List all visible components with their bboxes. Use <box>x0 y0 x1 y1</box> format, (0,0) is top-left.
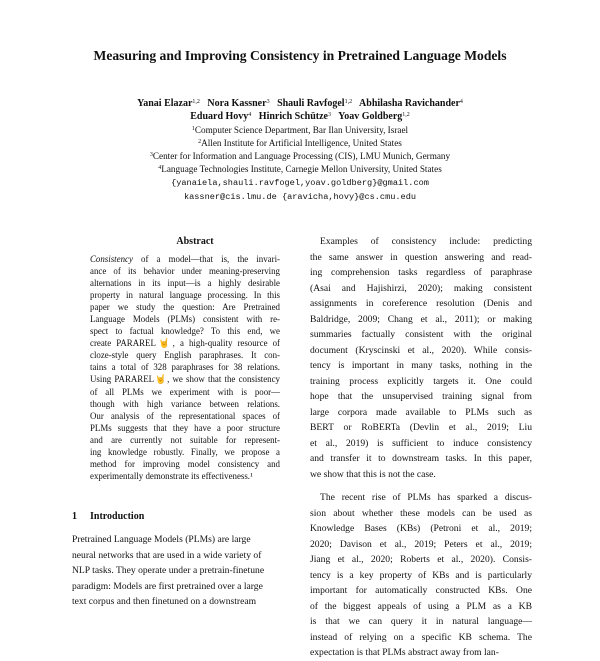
text-line: summaries factually consistent with the original <box>310 329 532 340</box>
right-paragraph-1 <box>310 234 532 482</box>
author-name: Abhilasha Ravichander <box>359 98 460 109</box>
text-line: of the biggest appeals of using a PLM as a KB <box>310 600 532 612</box>
text-line: et al., 2019) is sufficient to induce consistency <box>310 437 532 449</box>
text-line: text corpus and then finetuned on a downstream <box>72 596 257 607</box>
affiliation-sup: 3 <box>149 152 153 158</box>
paper-title: Measuring and Improving Consistency in Pretrained Language Models <box>93 48 507 63</box>
affiliation-text: Center for Information and Language Processing (CIS), LMU Munich, Germany <box>152 151 451 161</box>
affiliation-sup: 4 <box>158 165 162 171</box>
text-line: important for automatically constructed KBs. One <box>310 585 532 596</box>
author-line-1 <box>0 97 600 110</box>
text-line: Knowledge Bases (KBs) (Petroni et al., 2019; <box>310 523 532 534</box>
text-line: Consistency of a model—that is, the invari- <box>90 254 280 264</box>
right-paragraph-2 <box>310 490 532 661</box>
text-line: instead of relying on a specific KB schema. The <box>310 631 532 643</box>
affiliation <box>0 163 600 176</box>
author-name: Yoav Goldberg <box>338 111 403 122</box>
author-sup: 3 <box>266 99 270 105</box>
text-line: document (Kryscinski et al., 2020). While consis- <box>310 344 532 356</box>
text-line: paper we study the question: Are Pretrained <box>90 302 280 313</box>
section-title: Introduction <box>90 511 145 522</box>
text-line: ing comprehension tasks regardless of paraphrase <box>310 267 532 278</box>
text-line: Jiang et al., 2020; Roberts et al., 2020). Consis- <box>310 554 532 565</box>
text-line: the same answer in question answering and read- <box>310 251 532 263</box>
text-line: cloze-style query English paraphrases. It con- <box>90 350 280 361</box>
abstract-heading: Abstract <box>176 236 214 247</box>
text-line: is that we can query it in natural language— <box>310 616 532 627</box>
author-name: Nora Kassner <box>207 98 267 109</box>
text-line: PLMs suggests that they have a poor structure <box>90 422 280 433</box>
text-line: alternations in its input—is a highly desirable <box>90 278 280 289</box>
author-name: Eduard Hovy <box>190 111 249 122</box>
text-line: we show that this is not the case. <box>310 468 436 480</box>
text-line: tency is a key property of KBs and is particularly <box>310 569 532 581</box>
text-line: property in natural language processing. In this <box>90 290 280 301</box>
author-sup: 4 <box>459 99 463 105</box>
email-line[interactable]: {yanaiela,shauli.ravfogel,yoav.goldberg}@gmail.com <box>171 178 429 188</box>
text-line: experimentally demonstrate its effectiveness.¹ <box>90 470 253 481</box>
author-line-2 <box>0 110 600 123</box>
text-line: The recent rise of PLMs has sparked a discus- <box>320 492 532 503</box>
author-sup: 3 <box>327 112 331 118</box>
text-line: Baldridge, 2009; Chang et al., 2011); or making <box>310 313 532 325</box>
text-line: Examples of consistency include: predicting <box>320 236 532 247</box>
section-heading-introduction <box>72 511 144 522</box>
affiliation-text: Allen Institute for Artificial Intelligence, United States <box>201 138 402 148</box>
text-line: Using PARAREL🤘, we show that the consistency <box>90 374 280 385</box>
text-line: sion about whether these models can be used as <box>310 507 532 519</box>
email-line[interactable]: kassner@cis.lmu.de {aravicha,hovy}@cs.cmu.edu <box>183 192 417 202</box>
text-line: expectation is that PLMs abstract away from lan- <box>310 647 499 658</box>
author-name: Hinrich Schütze <box>258 111 328 122</box>
text-line: create PARAREL🤘, a high-quality resource of <box>90 338 280 349</box>
author-sup: 1,2 <box>344 99 353 105</box>
text-line: neural networks that are used in a wide variety of <box>72 549 262 561</box>
affiliation <box>0 124 600 137</box>
right-column <box>310 234 532 661</box>
abstract-body <box>90 253 280 482</box>
text-line: Pretrained Language Models (PLMs) are large <box>72 534 251 545</box>
affiliation <box>0 137 600 150</box>
text-line: 2020; Davison et al., 2019; Peters et al., 2019; <box>310 538 532 550</box>
text-line: assignments in coreference resolution (Denis and <box>310 298 532 309</box>
text-line: BERT or RoBERTa (Devlin et al., 2019; Liu <box>310 422 532 433</box>
author-sup: 4 <box>248 112 252 118</box>
text-line: tency is important in many tasks, nothing in the <box>310 360 532 371</box>
text-line: (Asai and Hajishirzi, 2020); making consistent <box>310 282 532 294</box>
text-line: hope that the unsupervised training signal from <box>310 391 532 402</box>
affiliation-text: Language Technologies Institute, Carnegie Mellon University, United States <box>161 164 442 174</box>
text-line: of all PLMs we experiment with is poor— <box>90 386 280 397</box>
text-line: ing knowledge robustly. Finally, we propose a <box>90 446 280 457</box>
introduction-body <box>72 532 297 610</box>
text-line: paradigm: Models are first pretrained over a large <box>72 580 263 592</box>
text-line: and transfer it to downstream tasks. In this paper, <box>310 453 532 464</box>
affiliation-sup: 1 <box>191 126 195 132</box>
author-name: Yanai Elazar <box>137 98 193 109</box>
text-line: spect to factual knowledge? To this end, we <box>90 326 280 337</box>
affiliation-text: Computer Science Department, Bar Ilan University, Israel <box>194 125 409 135</box>
text-line: Language Models (PLMs) consistent with re- <box>90 314 280 325</box>
text-line: ance of its behavior under meaning-preserving <box>90 266 280 277</box>
text-line: large corpora made available to PLMs such as <box>310 406 532 418</box>
text-line: Our analysis of the representational spaces of <box>90 410 280 421</box>
author-name: Shauli Ravfogel <box>277 98 345 109</box>
text-line: training process explicitly targets it. One could <box>310 375 532 387</box>
affiliation-sup: 2 <box>198 139 202 145</box>
affiliation <box>0 150 600 163</box>
text-line: NLP tasks. They operate under a pretrain-finetune <box>72 565 265 576</box>
text-line: method for improving model consistency and <box>90 458 280 469</box>
text-line: tains a total of 328 paraphrases for 38 relations. <box>90 362 280 373</box>
author-sup: 1,2 <box>192 99 200 105</box>
text-line: though with high variance between relations. <box>90 398 280 409</box>
author-sup: 1,2 <box>402 112 410 118</box>
section-number: 1 <box>72 511 77 522</box>
text-line: and are currently not suitable for represent- <box>90 434 280 445</box>
